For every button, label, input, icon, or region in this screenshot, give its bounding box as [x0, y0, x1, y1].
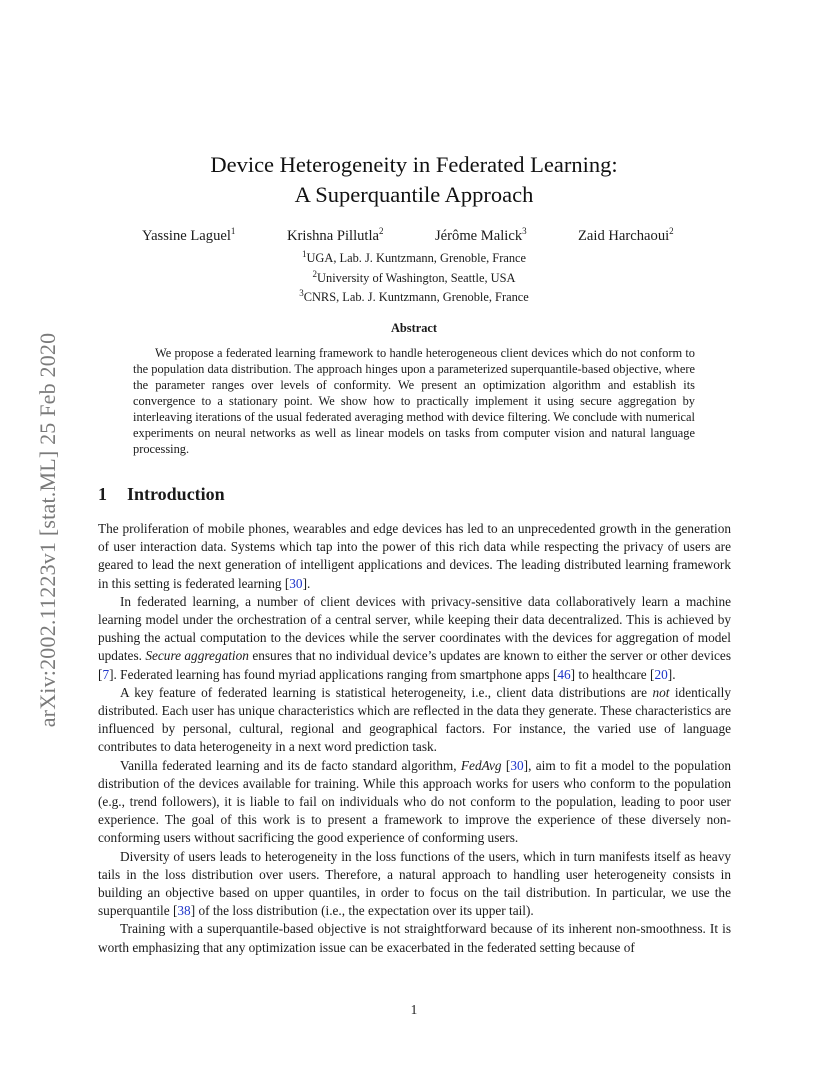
- paragraph: [98, 593, 731, 684]
- title-line-1: Device Heterogeneity in Federated Learning:: [210, 152, 618, 177]
- paragraph-text: ] of the loss distribution (i.e., the expectation over its upper tail).: [190, 903, 534, 919]
- author: Krishna Pillutla$^2$: [287, 226, 384, 244]
- paragraph-text: ].: [302, 575, 311, 591]
- author: Jérôme Malick$^3$: [435, 226, 527, 244]
- paragraph: [98, 520, 731, 593]
- affiliation: $^3$CNRS, Lab. J. Kuntzmann, Grenoble, France: [299, 287, 529, 304]
- title-line-2: A Superquantile Approach: [294, 182, 534, 207]
- paragraph-text: In federated learning, a number of client devices with privacy-sensitive data collaboratively learn a machine learning model under the orchestration of a central server, while keeping their data decentralized. This is achieved by pushing the actual computation to the devices while the server coordinates with the devices for aggregation of model updates.: [98, 593, 731, 664]
- citation-link[interactable]: 7: [102, 666, 110, 682]
- paragraph: [98, 848, 731, 921]
- author: Yassine Laguel$^1$: [142, 226, 236, 244]
- paragraph-text: ensures that no individual device’s updates are known to either the server or other devices [: [98, 648, 731, 682]
- paragraph-text: ] to healthcare [: [570, 666, 655, 682]
- paragraph: [98, 684, 731, 757]
- emphasis-text: Secure aggregation: [145, 648, 249, 664]
- paragraph-text: Diversity of users leads to heterogeneity in the loss functions of the users, which in turn manifests itself as heavy tails in the loss distribution over users. Therefore, a natural approach to handling user heterogeneity consists in building an objective based on upper quantiles, in order to focus on the tail distribution. In particular, we use the superquantile [: [98, 848, 731, 919]
- paragraph-text: Vanilla federated learning and its de facto standard algorithm,: [120, 757, 461, 773]
- paragraph: [98, 920, 731, 956]
- citation-link[interactable]: 20: [654, 666, 668, 682]
- paragraph-text: The proliferation of mobile phones, wearables and edge devices has led to an unprecedented growth in the generation of user interaction data. Systems which tap into the power of this rich data while respecting the privacy of users are geared to lead the next generation of intelligent applications and devices. The leading distributed learning framework in this setting is federated learning [: [98, 521, 731, 591]
- paragraph-text: ], aim to fit a model to the population distribution of the devices available for training. While this approach works for users who conform to the population (e.g., trend followers), it is liable to fail on individuals who do not conform to the population, leading to poor user experience. The goal of this work is to present a framework to improve the experience of these diversely non-conforming users without sacrificing the good experience of conforming users.: [98, 757, 731, 846]
- paragraph-text: Training with a superquantile-based objective is not straightforward because of its inherent non-smoothness. It is worth emphasizing that any optimization issue can be exacerbated in the federated setting because of: [98, 921, 731, 955]
- paragraph-text: ]. Federated learning has found myriad applications ranging from smartphone apps [: [109, 666, 558, 682]
- citation-link[interactable]: 30: [510, 757, 524, 773]
- abstract-heading: Abstract: [390, 321, 438, 335]
- emphasis-text: FedAvg: [460, 757, 502, 773]
- section-title: Introduction: [127, 484, 225, 504]
- abstract-text: We propose a federated learning framework to handle heterogeneous client devices which do not conform to the population data distribution. The approach hinges upon a parameterized superquantile-based objective, where the parameter ranges over levels of conformity. We present an optimization algorithm and establish its convergence to a stationary point. We show how to practically implement it using secure aggregation by interleaving iterations of the usual federated averaging method with device filtering. We conclude with numerical experiments on neural networks as well as linear models on tasks from computer vision and natural language processing.: [133, 346, 696, 456]
- affiliation: $^2$University of Washington, Seattle, USA: [312, 268, 516, 285]
- arxiv-stamp: [26, 280, 70, 780]
- author: Zaid Harchaoui$^2$: [578, 226, 674, 244]
- arxiv-stamp-text: arXiv:2002.11223v1 [stat.ML] 25 Feb 2020: [35, 332, 60, 728]
- paper-title: [0, 150, 828, 210]
- paragraph-text: identically distributed. Each user has unique characteristics which are reflected in the data they generate. These characteristics are influenced by personal, cultural, regional and geographical factors. For instance, the varied use of language contributes to data heterogeneity in a next word prediction task.: [98, 684, 731, 755]
- section-heading: [98, 484, 225, 505]
- citation-link[interactable]: 30: [289, 575, 303, 591]
- section-number: 1: [98, 484, 107, 504]
- page-number: 1: [410, 1002, 418, 1017]
- affiliation: $^1$UGA, Lab. J. Kuntzmann, Grenoble, France: [301, 248, 527, 265]
- paragraph: [98, 757, 731, 848]
- citation-link[interactable]: 46: [557, 666, 571, 682]
- paragraph-text: [: [501, 757, 511, 773]
- emphasis-text: not: [652, 684, 670, 700]
- body-text: [98, 520, 731, 957]
- paragraph-text: A key feature of federated learning is statistical heterogeneity, i.e., client data distributions are: [120, 684, 653, 700]
- affiliations: [0, 249, 828, 308]
- citation-link[interactable]: 38: [177, 903, 191, 919]
- paragraph-text: ].: [667, 666, 676, 682]
